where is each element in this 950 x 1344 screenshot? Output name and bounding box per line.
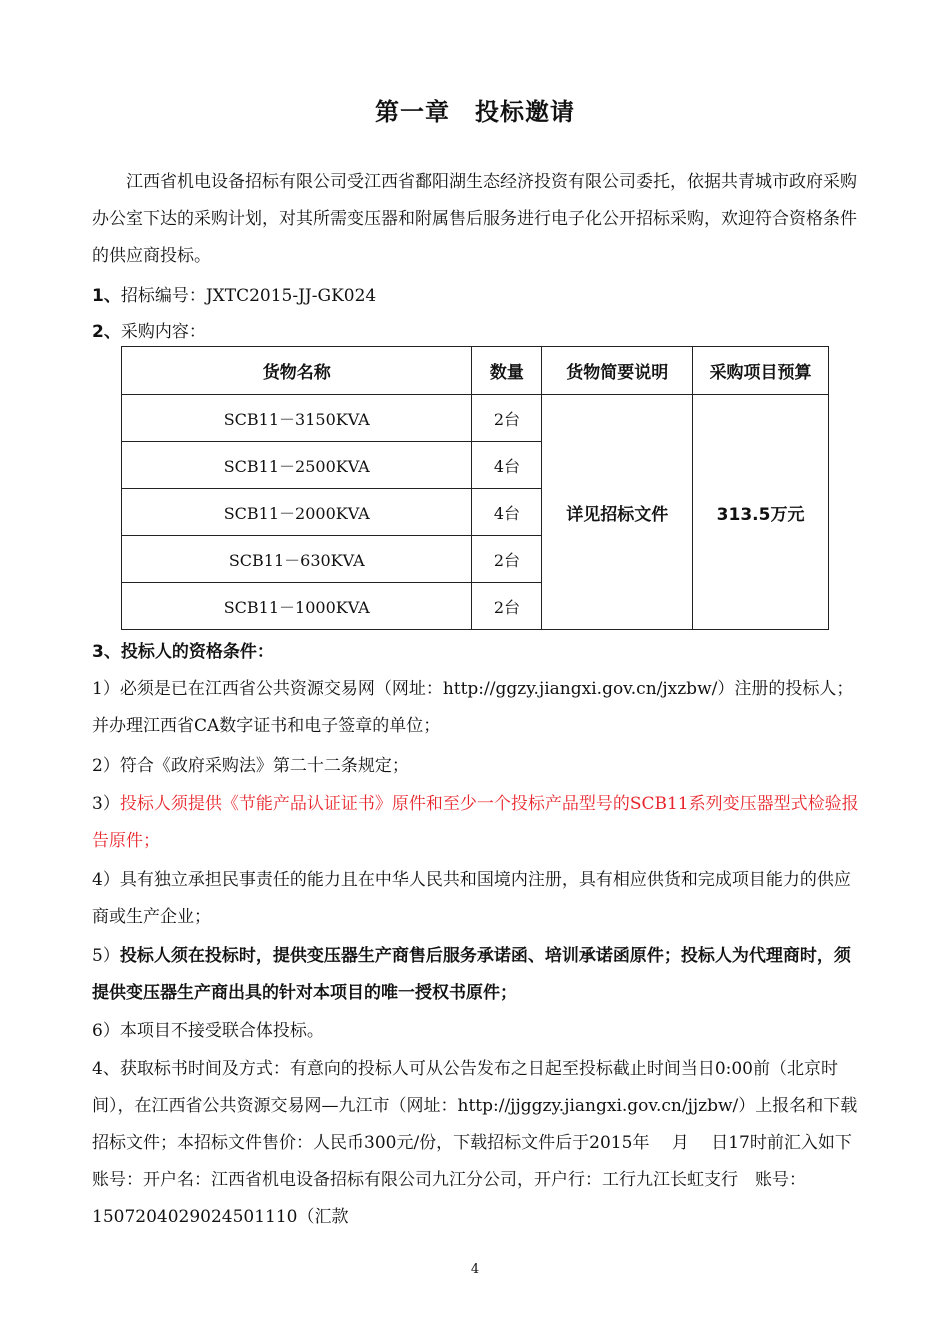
qualification-4: 4）具有独立承担民事责任的能力且在中华人民共和国境内注册，具有相应供货和完成项目能力的供应商或生产企业； bbox=[92, 870, 851, 927]
header-goods-name: 货物名称 bbox=[122, 347, 472, 395]
quantity-cell: 4台 bbox=[472, 489, 542, 536]
qualification-5-number: 5） bbox=[92, 946, 120, 966]
qualification-6: 6）本项目不接受联合体投标。 bbox=[92, 1021, 324, 1041]
header-quantity: 数量 bbox=[472, 347, 542, 395]
item-2-text: 采购内容： bbox=[120, 322, 206, 342]
item-1-number: 1、 bbox=[92, 286, 121, 306]
qualification-3-number: 3） bbox=[92, 794, 120, 814]
qualification-5-text: 投标人须在投标时，提供变压器生产商售后服务承诺函、培训承诺函原件；投标人为代理商时，须提供变压器生产商出具的针对本项目的唯一授权书原件； bbox=[92, 946, 851, 1003]
quantity-cell: 2台 bbox=[472, 583, 542, 630]
item-4-acquisition: 4、获取标书时间及方式：有意向的投标人可从公告发布之日起至投标截止时间当日0:00前（北京时间），在江西省公共资源交易网—九江市（网址：http://jjggzy.jiangxi.gov.cn/jjzbw/）上报名和下载招标文件；本招标文件售价：人民币300元/份，下载招标文件后于2015年 月 日17时前汇入如下账号：开户名：江西省机电设备招标有限公司九江分公司，开户行：工行九江长虹支行 账号：1507204029024501110（汇款 bbox=[92, 1059, 858, 1227]
goods-name-cell: SCB11－3150KVA bbox=[122, 395, 472, 442]
budget-cell: 313.5万元 bbox=[693, 395, 829, 630]
page-number: 4 bbox=[470, 1262, 480, 1277]
item-2-number: 2、 bbox=[92, 322, 121, 342]
item-1-tender-number bbox=[92, 278, 862, 315]
qualification-1: 1）必须是已在江西省公共资源交易网（网址：http://ggzy.jiangxi.gov.cn/jxzbw/）注册的投标人；并办理江西省CA数字证书和电子签章的单位； bbox=[92, 679, 854, 736]
qualification-3 bbox=[92, 786, 862, 860]
goods-name-cell: SCB11－2000KVA bbox=[122, 489, 472, 536]
qualification-5 bbox=[92, 938, 862, 1012]
quantity-cell: 2台 bbox=[472, 395, 542, 442]
goods-name-cell: SCB11－630KVA bbox=[122, 536, 472, 583]
item-1-text: 招标编号：JXTC2015-JJ-GK024 bbox=[120, 286, 377, 306]
goods-name-cell: SCB11－1000KVA bbox=[122, 583, 472, 630]
goods-name-cell: SCB11－2500KVA bbox=[122, 442, 472, 489]
header-budget: 采购项目预算 bbox=[693, 347, 829, 395]
intro-paragraph: 江西省机电设备招标有限公司受江西省鄱阳湖生态经济投资有限公司委托，依据共青城市政府采购办公室下达的采购计划，对其所需变压器和附属售后服务进行电子化公开招标采购，欢迎符合资格条件的供应商投标。 bbox=[92, 172, 857, 266]
table-header-row bbox=[122, 347, 829, 395]
goods-table bbox=[121, 346, 829, 630]
chapter-title: 第一章 投标邀请 bbox=[375, 98, 575, 126]
quantity-cell: 4台 bbox=[472, 442, 542, 489]
description-cell: 详见招标文件 bbox=[542, 395, 693, 630]
qualification-3-text: 投标人须提供《节能产品认证证书》原件和至少一个投标产品型号的SCB11系列变压器型式检验报告原件； bbox=[92, 794, 859, 851]
item-3-heading: 3、投标人的资格条件： bbox=[92, 642, 274, 662]
table-row bbox=[122, 395, 829, 442]
quantity-cell: 2台 bbox=[472, 536, 542, 583]
qualification-2: 2）符合《政府采购法》第二十二条规定； bbox=[92, 756, 409, 776]
header-description: 货物简要说明 bbox=[542, 347, 693, 395]
